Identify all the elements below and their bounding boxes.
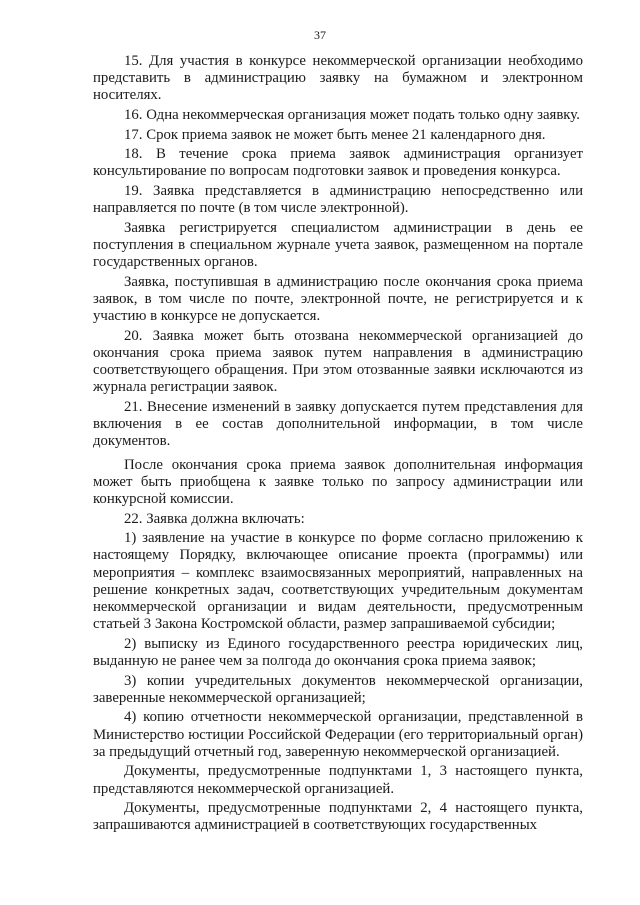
paragraph-documents-1-3: Документы, предусмотренные подпунктами 1, 3 настоящего пункта, представляются некоммерческой организацией. bbox=[93, 763, 583, 797]
page-number: 37 bbox=[314, 28, 326, 42]
paragraph-documents-2-4: Документы, предусмотренные подпунктами 2, 4 настоящего пункта, запрашиваются администрацией в соответствующих государственных bbox=[93, 800, 583, 834]
paragraph-15: 15. Для участия в конкурсе некоммерческой организации необходимо представить в администрацию заявку на бумажном и электронном носителях. bbox=[93, 53, 583, 104]
list-item-4: 4) копию отчетности некоммерческой организации, представленной в Министерство юстиции Российской Федерации (его территориальный орган) за предыдущий отчетный год, заверенную некоммерческой организацией. bbox=[93, 709, 583, 760]
paragraph-20: 20. Заявка может быть отозвана некоммерческой организацией до окончания срока приема заявок путем направления в администрацию соответствующего обращения. При этом отозванные заявки исключаются из журнала регистрации заявок. bbox=[93, 327, 583, 396]
paragraph-18: 18. В течение срока приема заявок администрация организует консультирование по вопросам подготовки заявок и проведения конкурса. bbox=[93, 146, 583, 180]
document-body bbox=[93, 53, 583, 837]
paragraph-19: 19. Заявка представляется в администрацию непосредственно или направляется по почте (в том числе электронной). bbox=[93, 182, 583, 217]
paragraph-17: 17. Срок приема заявок не может быть менее 21 календарного дня. bbox=[124, 126, 546, 143]
paragraph-22: 22. Заявка должна включать: bbox=[124, 510, 305, 527]
list-item-1: 1) заявление на участие в конкурсе по форме согласно приложению к настоящему Порядку, включающее описание проекта (программы) или мероприятия – комплекс взаимосвязанных мероприятий, направленных на решение конкретных задач, соответствующих учредительным документам некоммерческой организации и видам деятельности, предусмотренным статьей 3 Закона Костромской области, размер запрашиваемой субсидии; bbox=[93, 530, 583, 633]
paragraph-late-submission: Заявка, поступившая в администрацию после окончания срока приема заявок, в том числе по почте, электронной почте, не регистрируется и к участию в конкурсе не допускается. bbox=[93, 273, 583, 325]
paragraph-21: 21. Внесение изменений в заявку допускается путем представления для включения в ее состав дополнительной информации, в том числе документов. bbox=[93, 398, 583, 450]
paragraph-registration: Заявка регистрируется специалистом администрации в день ее поступления в специальном журнале учета заявок, размещенном на портале государственных органов. bbox=[93, 219, 583, 271]
paragraph-additional-info: После окончания срока приема заявок дополнительная информация может быть приобщена к заявке только по запросу администрации или конкурсной комиссии. bbox=[93, 456, 583, 507]
list-item-2: 2) выписку из Единого государственного реестра юридических лиц, выданную не ранее чем за полгода до окончания срока приема заявок; bbox=[93, 635, 583, 669]
paragraph-16: 16. Одна некоммерческая организация может подать только одну заявку. bbox=[124, 107, 580, 123]
list-item-3: 3) копии учредительных документов некоммерческой организации, заверенные некоммерческой организацией; bbox=[93, 672, 583, 706]
